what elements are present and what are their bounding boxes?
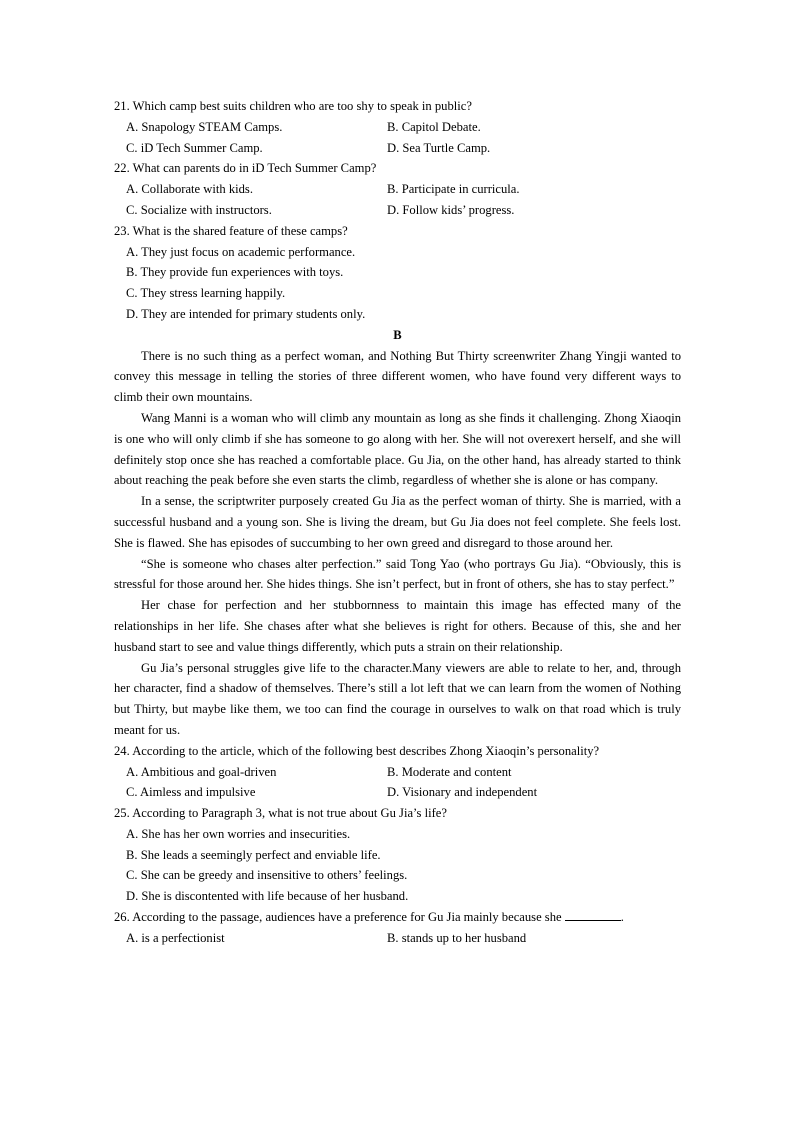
passage-paragraph-6: Gu Jia’s personal struggles give life to the character.Many viewers are able to relate to her, and, through her character, find a shadow of themselves. There’s still a lot left that we can learn from the women of Nothing but Thirty, but maybe like them, we too can find the courage in ourselves to walk on that road which is truly meant for us. — [114, 660, 681, 737]
option-22-d: D. Follow kids’ progress. — [387, 202, 515, 217]
option-26-a: A. is a perfectionist — [126, 930, 225, 945]
option-25-c: C. She can be greedy and insensitive to others’ feelings. — [126, 868, 408, 883]
question-26-stem-end: . — [620, 910, 624, 925]
passage-paragraph-5: Her chase for perfection and her stubbornness to maintain this image has effected many of the relationships in her life. She chases after what she believes is right for others. Because of this, she and her husband start to see and value things differently, which puts a strain on their relationship. — [114, 598, 681, 654]
passage-paragraph-3: In a sense, the scriptwriter purposely created Gu Jia as the perfect woman of thirty. She is married, with a successful husband and a young son. She is living the dream, but Gu Jia does not feel complete. She feels lost. She is flawed. She has episodes of succumbing to her own greed and disregard to those around her. — [114, 494, 681, 550]
question-23-stem: 23. What is the shared feature of these camps? — [114, 223, 348, 238]
option-24-a: A. Ambitious and goal-driven — [126, 764, 277, 779]
option-21-a: A. Snapology STEAM Camps. — [126, 119, 283, 134]
option-24-c: C. Aimless and impulsive — [126, 785, 256, 800]
option-21-c: C. iD Tech Summer Camp. — [126, 140, 263, 155]
answer-blank — [565, 908, 621, 921]
question-21-options — [114, 117, 681, 159]
option-22-b: B. Participate in curricula. — [387, 182, 520, 197]
option-23-a: A. They just focus on academic performance. — [126, 244, 356, 259]
option-22-a: A. Collaborate with kids. — [126, 182, 253, 197]
option-25-b: B. She leads a seemingly perfect and enviable life. — [126, 847, 381, 862]
option-22-c: C. Socialize with instructors. — [126, 202, 272, 217]
option-21-d: D. Sea Turtle Camp. — [387, 140, 491, 155]
question-22-stem: 22. What can parents do in iD Tech Summer Camp? — [114, 161, 377, 176]
option-24-d: D. Visionary and independent — [387, 785, 538, 800]
passage-paragraph-1: There is no such thing as a perfect woman, and Nothing But Thirty screenwriter Zhang Yingji wanted to convey this message in telling the stories of three different women, who have found very different ways to climb their own mountains. — [114, 348, 681, 405]
question-24-options — [114, 762, 681, 804]
option-21-b: B. Capitol Debate. — [387, 119, 481, 134]
question-21-stem: 21. Which camp best suits children who are too shy to speak in public? — [114, 99, 472, 113]
option-25-d: D. She is discontented with life because of her husband. — [126, 889, 409, 904]
option-23-d: D. They are intended for primary students only. — [126, 306, 366, 321]
section-heading: B — [393, 327, 402, 342]
question-22-options — [114, 179, 681, 221]
question-26-stem — [114, 907, 681, 928]
passage-paragraph-2: Wang Manni is a woman who will climb any mountain as long as she finds it challenging. Zhong Xiaoqin is one who will only climb if she has someone to go along with her. She will not overexert herself, and she will definitely stop once she has reached a comfortable place. Gu Jia, on the other hand, has already started to think about reaching the peak before she even starts the climb, regardless of whether she is alone or has company. — [114, 410, 681, 488]
question-26-stem-text: 26. According to the passage, audiences have a preference for Gu Jia mainly because she — [114, 910, 562, 925]
option-26-b: B. stands up to her husband — [387, 930, 527, 945]
question-25-stem: 25. According to Paragraph 3, what is not true about Gu Jia’s life? — [114, 806, 447, 821]
passage-paragraph-4: “She is someone who chases alter perfection.” said Tong Yao (who portrays Gu Jia). “Obviously, this is stressful for those around her. She hides things. She isn’t perfect, but in front of others, she has to stay perfect.” — [114, 556, 681, 592]
option-23-c: C. They stress learning happily. — [126, 286, 286, 301]
option-24-b: B. Moderate and content — [387, 764, 512, 779]
option-25-a: A. She has her own worries and insecurities. — [126, 826, 351, 841]
question-26-options — [114, 928, 681, 949]
question-24-stem: 24. According to the article, which of the following best describes Zhong Xiaoqin’s personality? — [114, 743, 600, 758]
option-23-b: B. They provide fun experiences with toys. — [126, 265, 344, 280]
